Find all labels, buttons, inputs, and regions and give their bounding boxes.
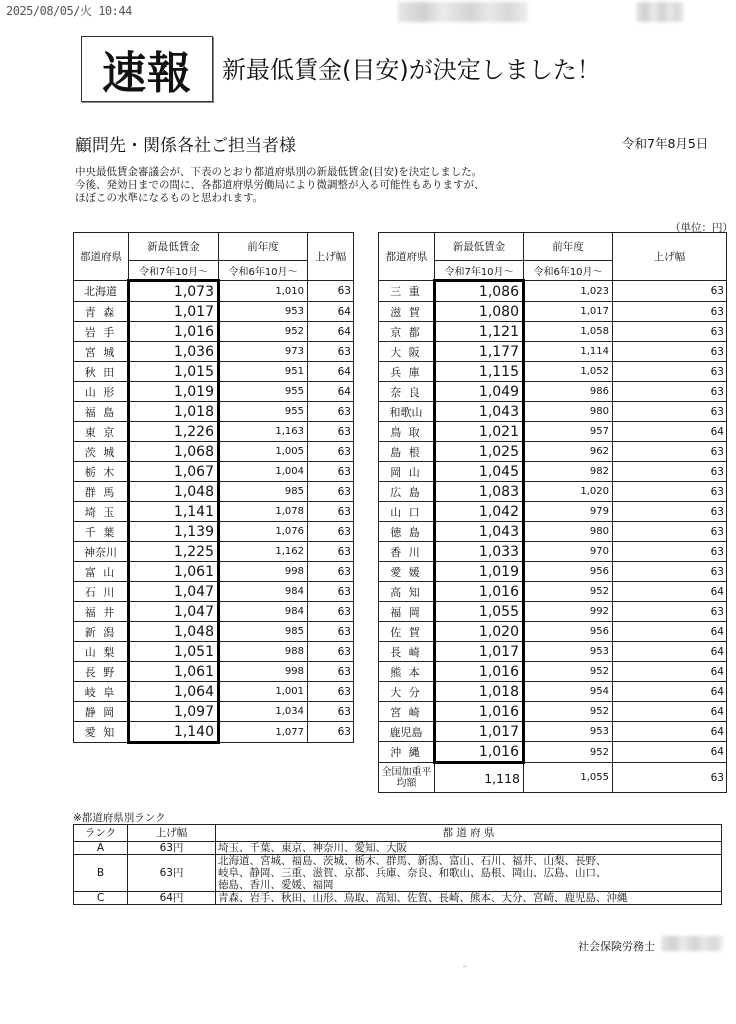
print-timestamp: 2025/08/05/火 10:44 — [6, 4, 132, 18]
prefecture-name: 三 重 — [379, 281, 435, 302]
previous-wage-value: 980 — [524, 402, 613, 422]
increase-value: 63 — [308, 442, 354, 462]
increase-value: 64 — [308, 382, 354, 402]
new-wage-value: 1,086 — [435, 281, 524, 302]
header-new-wage-period: 令和7年10月～ — [435, 261, 524, 281]
previous-wage-value: 957 — [524, 422, 613, 442]
increase-value: 63 — [308, 702, 354, 722]
new-wage-value: 1,021 — [435, 422, 524, 442]
previous-wage-value: 952 — [524, 702, 613, 722]
new-wage-value: 1,047 — [129, 602, 219, 622]
rank-letter: B — [74, 855, 128, 892]
increase-value: 63 — [613, 502, 727, 522]
increase-value: 63 — [613, 322, 727, 342]
prefecture-row — [74, 622, 354, 642]
previous-wage-value: 952 — [219, 322, 308, 342]
prefecture-row — [74, 302, 354, 322]
previous-wage-value: 998 — [219, 562, 308, 582]
prefecture-name: 栃 木 — [74, 462, 129, 482]
increase-value: 63 — [308, 682, 354, 702]
new-wage-value: 1,016 — [129, 322, 219, 342]
increase-value: 63 — [308, 462, 354, 482]
addressee: 顧問先・関係各社ご担当者様 — [75, 136, 296, 156]
prefecture-row — [74, 362, 354, 382]
previous-wage-value: 985 — [219, 482, 308, 502]
increase-value: 64 — [613, 642, 727, 662]
prefecture-name: 熊 本 — [379, 662, 435, 682]
increase-value: 63 — [308, 542, 354, 562]
new-wage-value: 1,017 — [435, 642, 524, 662]
prefecture-name: 新 潟 — [74, 622, 129, 642]
new-wage-value: 1,033 — [435, 542, 524, 562]
prefecture-name: 群 馬 — [74, 482, 129, 502]
wage-table-right — [378, 232, 727, 793]
prefecture-row — [379, 281, 727, 302]
previous-wage-value: 954 — [524, 682, 613, 702]
increase-value: 64 — [613, 702, 727, 722]
increase-value: 64 — [613, 682, 727, 702]
prefecture-row — [74, 462, 354, 482]
prefecture-row — [379, 502, 727, 522]
increase-value: 63 — [613, 562, 727, 582]
prefecture-name: 沖 縄 — [379, 742, 435, 763]
prefecture-row — [379, 362, 727, 382]
prefecture-name: 鹿児島 — [379, 722, 435, 742]
previous-wage-value: 985 — [219, 622, 308, 642]
rank-header-increase: 上げ幅 — [128, 825, 216, 842]
previous-wage-value: 1,005 — [219, 442, 308, 462]
prefecture-row — [74, 502, 354, 522]
header-previous-period: 令和6年10月～ — [219, 261, 308, 281]
wage-table-left-body — [74, 281, 354, 743]
increase-value: 63 — [308, 281, 354, 302]
previous-wage-value: 998 — [219, 662, 308, 682]
prefecture-row — [379, 722, 727, 742]
prefecture-name: 愛 知 — [74, 722, 129, 743]
increase-value: 63 — [613, 442, 727, 462]
prefecture-row — [379, 542, 727, 562]
new-wage-value: 1,097 — [129, 702, 219, 722]
prefecture-name: 佐 賀 — [379, 622, 435, 642]
header-previous: 前年度 — [219, 233, 308, 261]
increase-value: 64 — [308, 322, 354, 342]
new-wage-value: 1,225 — [129, 542, 219, 562]
increase-value: 63 — [613, 342, 727, 362]
rank-header-rank: ランク — [74, 825, 128, 842]
increase-value: 63 — [613, 462, 727, 482]
previous-wage-value: 956 — [524, 562, 613, 582]
new-wage-value: 1,016 — [435, 582, 524, 602]
prefecture-name: 大 分 — [379, 682, 435, 702]
rank-prefectures: 埼玉、千葉、東京、神奈川、愛知、大阪 — [216, 842, 722, 855]
new-wage-value: 1,018 — [435, 682, 524, 702]
previous-wage-value: 979 — [524, 502, 613, 522]
previous-wage-value: 988 — [219, 642, 308, 662]
new-wage-value: 1,073 — [129, 281, 219, 302]
prefecture-name: 福 井 — [74, 602, 129, 622]
previous-wage-value: 955 — [219, 382, 308, 402]
prefecture-name: 愛 媛 — [379, 562, 435, 582]
previous-wage-value: 953 — [524, 642, 613, 662]
previous-wage-value: 1,058 — [524, 322, 613, 342]
prefecture-name: 北海道 — [74, 281, 129, 302]
prefecture-row — [379, 402, 727, 422]
rank-row — [74, 892, 722, 905]
prefecture-name: 高 知 — [379, 582, 435, 602]
new-wage-value: 1,020 — [435, 622, 524, 642]
scan-artifact — [463, 966, 466, 967]
rank-section-title: ※都道府県別ランク — [73, 812, 166, 824]
increase-value: 63 — [308, 502, 354, 522]
previous-wage-value: 956 — [524, 622, 613, 642]
prefecture-name: 岡 山 — [379, 462, 435, 482]
header-prefecture: 都道府県 — [379, 233, 435, 281]
rank-increase: 63円 — [128, 855, 216, 892]
increase-value: 63 — [308, 522, 354, 542]
prefecture-row — [379, 342, 727, 362]
increase-value: 64 — [613, 582, 727, 602]
rank-increase: 64円 — [128, 892, 216, 905]
prefecture-row — [379, 482, 727, 502]
new-wage-value: 1,226 — [129, 422, 219, 442]
prefecture-row — [74, 342, 354, 362]
prefecture-name: 福 岡 — [379, 602, 435, 622]
header-prefecture: 都道府県 — [74, 233, 129, 281]
previous-wage-value: 1,023 — [524, 281, 613, 302]
redacted-signature-name — [661, 936, 723, 951]
prefecture-name: 静 岡 — [74, 702, 129, 722]
prefecture-name: 福 島 — [74, 402, 129, 422]
rank-header-prefectures: 都 道 府 県 — [216, 825, 722, 842]
increase-value: 63 — [613, 362, 727, 382]
previous-wage-value: 1,004 — [219, 462, 308, 482]
increase-value: 63 — [613, 522, 727, 542]
redacted-header-page — [636, 2, 684, 22]
header-new-wage-period: 令和7年10月～ — [129, 261, 219, 281]
prefecture-row — [74, 482, 354, 502]
prefecture-name: 山 梨 — [74, 642, 129, 662]
prefecture-name: 秋 田 — [74, 362, 129, 382]
increase-value: 63 — [308, 342, 354, 362]
previous-wage-value: 952 — [524, 742, 613, 763]
previous-wage-value: 962 — [524, 442, 613, 462]
prefecture-name: 宮 城 — [74, 342, 129, 362]
header-increase: 上げ幅 — [613, 233, 727, 281]
prefecture-row — [379, 442, 727, 462]
increase-value: 63 — [308, 602, 354, 622]
new-wage-value: 1,018 — [129, 402, 219, 422]
rank-table — [73, 824, 722, 905]
prefecture-name: 長 野 — [74, 662, 129, 682]
header-increase: 上げ幅 — [308, 233, 354, 281]
prefecture-name: 神奈川 — [74, 542, 129, 562]
increase-value: 64 — [613, 742, 727, 763]
prefecture-row — [74, 422, 354, 442]
prefecture-name: 山 形 — [74, 382, 129, 402]
rank-row — [74, 855, 722, 892]
signature-title: 社会保険労務士 — [578, 940, 655, 953]
redacted-header-text — [398, 2, 528, 22]
increase-value: 63 — [613, 281, 727, 302]
prefecture-name: 京 都 — [379, 322, 435, 342]
prefecture-row — [379, 302, 727, 322]
increase-value: 63 — [308, 422, 354, 442]
new-wage-value: 1,045 — [435, 462, 524, 482]
prefecture-name: 徳 島 — [379, 522, 435, 542]
new-wage-value: 1,061 — [129, 662, 219, 682]
prefecture-row — [74, 522, 354, 542]
previous-wage-value: 982 — [524, 462, 613, 482]
document-date: 令和7年8月5日 — [622, 136, 709, 151]
body-text-line: 今後、発効日までの間に、各都道府県労働局により微調整が入る可能性もありますが、 — [75, 179, 485, 191]
new-wage-value: 1,177 — [435, 342, 524, 362]
new-wage-value: 1,068 — [129, 442, 219, 462]
new-wage-value: 1,015 — [129, 362, 219, 382]
new-wage-value: 1,048 — [129, 622, 219, 642]
new-wage-value: 1,016 — [435, 702, 524, 722]
header-previous: 前年度 — [524, 233, 613, 261]
prefecture-name: 大 阪 — [379, 342, 435, 362]
previous-wage-value: 1,078 — [219, 502, 308, 522]
new-wage-value: 1,083 — [435, 482, 524, 502]
prefecture-row — [74, 281, 354, 302]
prefecture-row — [379, 682, 727, 702]
previous-wage-value: 1,020 — [524, 482, 613, 502]
new-wage-value: 1,048 — [129, 482, 219, 502]
prefecture-row — [379, 382, 727, 402]
headline: 新最低賃金(目安)が決定しました！ — [222, 56, 601, 84]
unit-label: （単位：円） — [670, 222, 733, 234]
new-wage-value: 1,055 — [435, 602, 524, 622]
national-average-label: 全国加重平均額 — [379, 763, 435, 793]
new-wage-value: 1,064 — [129, 682, 219, 702]
increase-value: 64 — [613, 422, 727, 442]
previous-wage-value: 953 — [524, 722, 613, 742]
increase-value: 63 — [613, 382, 727, 402]
new-wage-value: 1,067 — [129, 462, 219, 482]
new-wage-value: 1,042 — [435, 502, 524, 522]
prefecture-name: 富 山 — [74, 562, 129, 582]
prefecture-row — [74, 682, 354, 702]
previous-wage-value: 955 — [219, 402, 308, 422]
previous-wage-value: 1,114 — [524, 342, 613, 362]
prefecture-name: 広 島 — [379, 482, 435, 502]
prefecture-row — [74, 642, 354, 662]
prefecture-row — [379, 662, 727, 682]
prefecture-row — [379, 742, 727, 763]
prefecture-name: 和歌山 — [379, 402, 435, 422]
new-wage-value: 1,051 — [129, 642, 219, 662]
new-wage-value: 1,019 — [435, 562, 524, 582]
new-wage-value: 1,141 — [129, 502, 219, 522]
prefecture-row — [379, 582, 727, 602]
prefecture-name: 滋 賀 — [379, 302, 435, 322]
previous-wage-value: 1,010 — [219, 281, 308, 302]
previous-wage-value: 1,034 — [219, 702, 308, 722]
prefecture-name: 青 森 — [74, 302, 129, 322]
prefecture-name: 茨 城 — [74, 442, 129, 462]
breaking-news-badge: 速報 — [81, 36, 213, 102]
prefecture-row — [379, 462, 727, 482]
wage-table-left — [73, 232, 354, 744]
new-wage-value: 1,115 — [435, 362, 524, 382]
previous-wage-value: 1,077 — [219, 722, 308, 743]
increase-value: 63 — [613, 302, 727, 322]
increase-value: 63 — [308, 622, 354, 642]
increase-value: 63 — [308, 662, 354, 682]
increase-value: 63 — [308, 562, 354, 582]
increase-value: 63 — [308, 402, 354, 422]
header-previous-period: 令和6年10月～ — [524, 261, 613, 281]
new-wage-value: 1,049 — [435, 382, 524, 402]
prefecture-name: 岐 阜 — [74, 682, 129, 702]
body-text-line: ほぼこの水準になるものと思われます。 — [75, 192, 264, 204]
prefecture-row — [379, 622, 727, 642]
rank-prefectures: 北海道、宮城、福島、茨城、栃木、群馬、新潟、富山、石川、福井、山梨、長野、岐阜、静岡、三重、滋賀、京都、兵庫、奈良、和歌山、島根、岡山、広島、山口、徳島、香川、愛媛、福岡 — [216, 855, 722, 892]
national-average-new: 1,118 — [435, 763, 524, 793]
national-average-prev: 1,055 — [524, 763, 613, 793]
prefecture-name: 千 葉 — [74, 522, 129, 542]
prefecture-row — [74, 402, 354, 422]
prefecture-name: 奈 良 — [379, 382, 435, 402]
new-wage-value: 1,139 — [129, 522, 219, 542]
new-wage-value: 1,061 — [129, 562, 219, 582]
rank-letter: C — [74, 892, 128, 905]
previous-wage-value: 1,017 — [524, 302, 613, 322]
body-text-line: 中央最低賃金審議会が、下表のとおり都道府県別の新最低賃金(目安)を決定しました。 — [75, 166, 483, 178]
previous-wage-value: 1,163 — [219, 422, 308, 442]
increase-value: 63 — [613, 602, 727, 622]
new-wage-value: 1,017 — [435, 722, 524, 742]
prefecture-name: 兵 庫 — [379, 362, 435, 382]
increase-value: 64 — [613, 662, 727, 682]
prefecture-name: 東 京 — [74, 422, 129, 442]
prefecture-name: 山 口 — [379, 502, 435, 522]
previous-wage-value: 970 — [524, 542, 613, 562]
prefecture-row — [379, 602, 727, 622]
increase-value: 63 — [613, 482, 727, 502]
prefecture-row — [74, 582, 354, 602]
prefecture-row — [74, 722, 354, 743]
new-wage-value: 1,036 — [129, 342, 219, 362]
previous-wage-value: 973 — [219, 342, 308, 362]
prefecture-row — [74, 442, 354, 462]
prefecture-row — [74, 382, 354, 402]
increase-value: 63 — [308, 642, 354, 662]
previous-wage-value: 984 — [219, 602, 308, 622]
prefecture-row — [74, 602, 354, 622]
prefecture-name: 香 川 — [379, 542, 435, 562]
prefecture-name: 岩 手 — [74, 322, 129, 342]
previous-wage-value: 952 — [524, 582, 613, 602]
new-wage-value: 1,019 — [129, 382, 219, 402]
prefecture-row — [379, 422, 727, 442]
increase-value: 63 — [613, 542, 727, 562]
increase-value: 64 — [613, 722, 727, 742]
rank-row — [74, 842, 722, 855]
previous-wage-value: 986 — [524, 382, 613, 402]
prefecture-row — [379, 702, 727, 722]
increase-value: 64 — [613, 622, 727, 642]
header-new-wage: 新最低賃金 — [129, 233, 219, 261]
national-average-diff: 63 — [613, 763, 727, 793]
prefecture-row — [74, 662, 354, 682]
prefecture-row — [379, 322, 727, 342]
prefecture-name: 島 根 — [379, 442, 435, 462]
new-wage-value: 1,043 — [435, 522, 524, 542]
previous-wage-value: 984 — [219, 582, 308, 602]
increase-value: 64 — [308, 362, 354, 382]
increase-value: 63 — [613, 402, 727, 422]
increase-value: 63 — [308, 482, 354, 502]
header-new-wage: 新最低賃金 — [435, 233, 524, 261]
prefecture-row — [74, 542, 354, 562]
national-average-row — [379, 763, 727, 793]
prefecture-row — [379, 522, 727, 542]
prefecture-name: 埼 玉 — [74, 502, 129, 522]
previous-wage-value: 951 — [219, 362, 308, 382]
rank-prefectures: 青森、岩手、秋田、山形、鳥取、高知、佐賀、長崎、熊本、大分、宮崎、鹿児島、沖縄 — [216, 892, 722, 905]
rank-increase: 63円 — [128, 842, 216, 855]
increase-value: 63 — [308, 722, 354, 743]
prefecture-name: 鳥 取 — [379, 422, 435, 442]
previous-wage-value: 953 — [219, 302, 308, 322]
prefecture-row — [379, 642, 727, 662]
new-wage-value: 1,080 — [435, 302, 524, 322]
previous-wage-value: 1,001 — [219, 682, 308, 702]
new-wage-value: 1,140 — [129, 722, 219, 743]
increase-value: 63 — [308, 582, 354, 602]
wage-table-right-body — [379, 281, 727, 763]
new-wage-value: 1,017 — [129, 302, 219, 322]
prefecture-name: 長 崎 — [379, 642, 435, 662]
previous-wage-value: 952 — [524, 662, 613, 682]
prefecture-row — [379, 562, 727, 582]
new-wage-value: 1,025 — [435, 442, 524, 462]
previous-wage-value: 1,162 — [219, 542, 308, 562]
new-wage-value: 1,121 — [435, 322, 524, 342]
increase-value: 64 — [308, 302, 354, 322]
new-wage-value: 1,016 — [435, 742, 524, 763]
new-wage-value: 1,047 — [129, 582, 219, 602]
previous-wage-value: 992 — [524, 602, 613, 622]
prefecture-name: 宮 崎 — [379, 702, 435, 722]
previous-wage-value: 1,052 — [524, 362, 613, 382]
prefecture-row — [74, 702, 354, 722]
previous-wage-value: 1,076 — [219, 522, 308, 542]
new-wage-value: 1,043 — [435, 402, 524, 422]
prefecture-row — [74, 322, 354, 342]
rank-letter: A — [74, 842, 128, 855]
prefecture-name: 石 川 — [74, 582, 129, 602]
prefecture-row — [74, 562, 354, 582]
new-wage-value: 1,016 — [435, 662, 524, 682]
previous-wage-value: 980 — [524, 522, 613, 542]
